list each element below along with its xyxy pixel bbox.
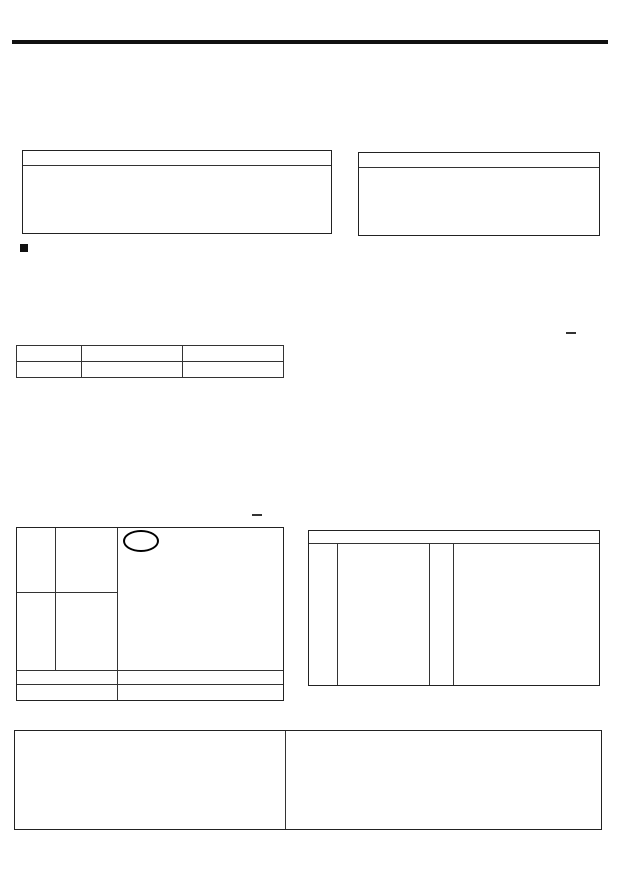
procedure-box [16,527,284,701]
marker-square [20,244,28,252]
header-rule [12,40,608,44]
kensa-box [308,530,600,686]
left-table [16,345,284,378]
emergency-label [17,346,82,362]
circle-mark [123,530,159,552]
proc-tag [252,514,262,516]
emergency-no[interactable] [183,346,284,362]
reservation-box [22,150,332,234]
remarks-box [358,152,600,236]
yoyaku-box [14,730,602,830]
insurance-accident[interactable] [82,362,183,378]
insurance-label [17,362,82,378]
jisshi-tag [566,332,576,334]
insurance-rosai[interactable] [183,362,284,378]
emergency-yes[interactable] [82,346,183,362]
